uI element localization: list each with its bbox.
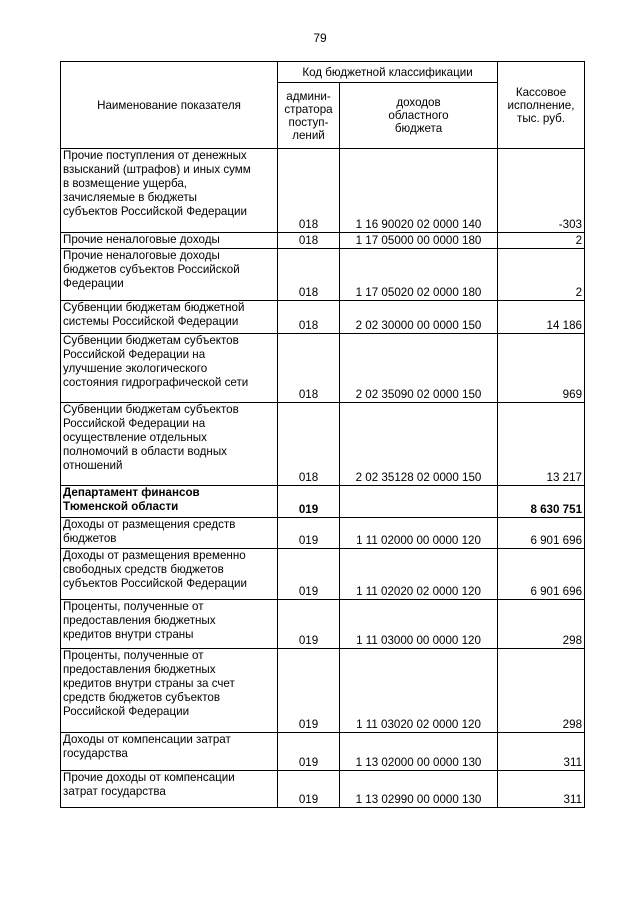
indicator-name-line: Доходы от компенсации затрат <box>63 733 231 746</box>
income-code <box>340 486 498 518</box>
indicator-name <box>61 301 278 334</box>
admin-code: 019 <box>278 549 340 600</box>
indicator-name-line: средств бюджетов субъектов <box>63 691 221 704</box>
header-admin-line: лений <box>292 128 325 142</box>
income-code: 2 02 35090 02 0000 150 <box>340 334 498 403</box>
header-income <box>340 83 498 149</box>
indicator-name-line: улучшение экологического <box>63 362 208 375</box>
income-code: 1 17 05000 00 0000 180 <box>340 233 498 249</box>
indicator-name <box>61 403 278 486</box>
cash-execution-amount: 8 630 751 <box>498 486 585 518</box>
table-row <box>61 334 585 403</box>
header-income-line: областного <box>388 109 449 122</box>
indicator-name <box>61 486 278 518</box>
header-admin <box>278 83 340 149</box>
income-code: 1 11 02000 00 0000 120 <box>340 518 498 549</box>
admin-code: 018 <box>278 334 340 403</box>
cash-execution-amount: -303 <box>498 149 585 233</box>
indicator-name-line: взысканий (штрафов) и иных сумм <box>63 163 251 176</box>
income-code: 1 16 90020 02 0000 140 <box>340 149 498 233</box>
indicator-name-line: Субвенции бюджетам субъектов <box>63 403 239 416</box>
admin-code: 019 <box>278 600 340 649</box>
admin-code: 018 <box>278 403 340 486</box>
header-amount-line: исполнение, <box>507 98 575 112</box>
indicator-name-line: кредитов внутри страны за счет <box>63 677 235 690</box>
indicator-name <box>61 518 278 549</box>
admin-code: 018 <box>278 249 340 301</box>
indicator-name-line: бюджетов <box>63 532 117 545</box>
cash-execution-amount: 2 <box>498 233 585 249</box>
table-row <box>61 600 585 649</box>
table-row <box>61 249 585 301</box>
indicator-name-line: субъектов Российской Федерации <box>63 205 247 218</box>
header-code-group: Код бюджетной классификации <box>278 62 498 83</box>
indicator-name-line: осуществление отдельных <box>63 431 207 444</box>
indicator-name-line: отношений <box>63 459 123 472</box>
admin-code: 019 <box>278 518 340 549</box>
table-row <box>61 649 585 733</box>
indicator-name-line: предоставления бюджетных <box>63 614 216 627</box>
budget-table <box>60 61 585 808</box>
cash-execution-amount: 311 <box>498 771 585 808</box>
indicator-name <box>61 334 278 403</box>
indicator-name-line: Проценты, полученные от <box>63 649 204 662</box>
indicator-name <box>61 649 278 733</box>
income-code: 1 11 02020 02 0000 120 <box>340 549 498 600</box>
header-income-line: доходов <box>396 96 441 109</box>
income-code: 1 17 05020 02 0000 180 <box>340 249 498 301</box>
indicator-name-line: полномочий в области водных <box>63 445 227 458</box>
income-code: 1 11 03000 00 0000 120 <box>340 600 498 649</box>
indicator-name <box>61 771 278 808</box>
admin-code: 019 <box>278 771 340 808</box>
income-code: 1 11 03020 02 0000 120 <box>340 649 498 733</box>
indicator-name-line: затрат государства <box>63 785 166 798</box>
indicator-name-line: Департамент финансов <box>63 486 200 499</box>
indicator-name <box>61 600 278 649</box>
admin-code: 019 <box>278 649 340 733</box>
income-code: 1 13 02000 00 0000 130 <box>340 733 498 771</box>
indicator-name-line: Доходы от размещения временно <box>63 549 246 562</box>
cash-execution-amount: 13 217 <box>498 403 585 486</box>
indicator-name-line: Российской Федерации на <box>63 417 206 430</box>
income-code: 2 02 35128 02 0000 150 <box>340 403 498 486</box>
indicator-name-line: Российской Федерации <box>63 705 190 718</box>
indicator-name-line: Тюменской области <box>63 500 179 513</box>
indicator-name <box>61 249 278 301</box>
cash-execution-amount: 6 901 696 <box>498 518 585 549</box>
admin-code: 018 <box>278 149 340 233</box>
income-code: 1 13 02990 00 0000 130 <box>340 771 498 808</box>
indicator-name-line: Прочие поступления от денежных <box>63 149 247 162</box>
cash-execution-amount: 2 <box>498 249 585 301</box>
table-row <box>61 771 585 808</box>
admin-code: 018 <box>278 301 340 334</box>
table-row <box>61 486 585 518</box>
table-header <box>61 62 585 149</box>
table-row <box>61 301 585 334</box>
page-number: 79 <box>313 31 327 45</box>
indicator-name-line: государства <box>63 747 128 760</box>
indicator-name-line: Доходы от размещения средств <box>63 518 236 531</box>
indicator-name <box>61 733 278 771</box>
indicator-name-line: системы Российской Федерации <box>63 315 239 328</box>
indicator-name-line: субъектов Российской Федерации <box>63 577 247 590</box>
indicator-name-line: Прочие неналоговые доходы <box>63 249 220 262</box>
header-admin-line: поступ- <box>288 115 329 129</box>
table-row <box>61 518 585 549</box>
indicator-name-line: Федерации <box>63 277 124 290</box>
header-name: Наименование показателя <box>61 62 278 149</box>
income-code: 2 02 30000 00 0000 150 <box>340 301 498 334</box>
table-body <box>61 149 585 808</box>
cash-execution-amount: 6 901 696 <box>498 549 585 600</box>
indicator-name-line: состояния гидрографической сети <box>63 376 249 389</box>
table-row <box>61 233 585 249</box>
cash-execution-amount: 298 <box>498 649 585 733</box>
indicator-name-line: Проценты, полученные от <box>63 600 204 613</box>
table-row <box>61 149 585 233</box>
indicator-name-line: предоставления бюджетных <box>63 663 216 676</box>
admin-code: 018 <box>278 233 340 249</box>
indicator-name <box>61 149 278 233</box>
indicator-name-line: Субвенции бюджетам субъектов <box>63 334 239 347</box>
indicator-name <box>61 549 278 600</box>
indicator-name-line: Прочие доходы от компенсации <box>63 771 235 784</box>
indicator-name-line: зачисляемые в бюджеты <box>63 191 197 204</box>
indicator-name-line: Прочие неналоговые доходы <box>63 233 220 246</box>
indicator-name-line: Российской Федерации на <box>63 348 206 361</box>
indicator-name-line: в возмещение ущерба, <box>63 177 188 190</box>
table-row <box>61 549 585 600</box>
indicator-name-line: свободных средств бюджетов <box>63 563 224 576</box>
header-admin-line: стратора <box>284 102 333 116</box>
cash-execution-amount: 14 186 <box>498 301 585 334</box>
table-row <box>61 733 585 771</box>
admin-code: 019 <box>278 733 340 771</box>
table-row <box>61 403 585 486</box>
cash-execution-amount: 969 <box>498 334 585 403</box>
cash-execution-amount: 298 <box>498 600 585 649</box>
header-admin-line: админи- <box>286 89 331 103</box>
cash-execution-amount: 311 <box>498 733 585 771</box>
indicator-name-line: бюджетов субъектов Российской <box>63 263 240 276</box>
header-amount-line: Кассовое <box>515 85 567 99</box>
admin-code: 019 <box>278 486 340 518</box>
header-amount-line: тыс. руб. <box>517 111 566 125</box>
indicator-name <box>61 233 278 249</box>
indicator-name-line: Субвенции бюджетам бюджетной <box>63 301 245 314</box>
header-income-line: бюджета <box>394 122 443 135</box>
header-amount <box>498 62 585 149</box>
indicator-name-line: кредитов внутри страны <box>63 628 194 641</box>
